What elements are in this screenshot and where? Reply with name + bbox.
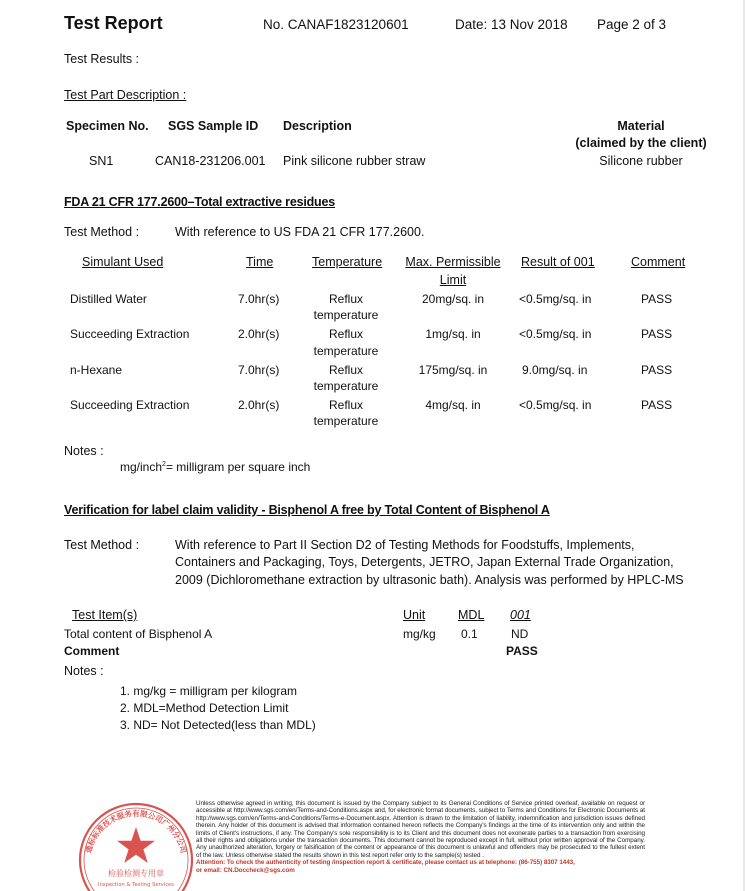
stamp-en-text: Inspection & Testing Services — [98, 882, 174, 888]
col-comment: Comment — [631, 255, 686, 269]
temperature-cell: Reflux — [328, 398, 363, 412]
fda-method-label: Test Method : — [64, 225, 140, 239]
col-sample-001: 001 — [510, 608, 531, 622]
sample-id-value: CAN18-231206.001 — [155, 154, 266, 168]
test-results-label: Test Results : — [64, 52, 140, 66]
result-cell: <0.5mg/sq. in — [519, 292, 592, 306]
bpa-note: 3. ND= Not Detected(less than MDL) — [120, 718, 316, 732]
fda-note-unit: mg/inch — [120, 460, 163, 474]
col-test-item: Test Item(s) — [72, 608, 138, 622]
comment-cell: PASS — [641, 363, 673, 377]
simulant-cell: n-Hexane — [70, 363, 123, 377]
result-cell: ND — [511, 627, 529, 641]
simulant-cell: Succeeding Extraction — [70, 398, 190, 412]
fda-method-text: With reference to US FDA 21 CFR 177.2600. — [175, 225, 425, 239]
report-date: Date: 13 Nov 2018 — [455, 17, 568, 32]
report-title: Test Report — [64, 13, 163, 33]
stamp-cn-text: 检验检测专用章 — [108, 869, 164, 878]
temperature-cell-line2: temperature — [313, 414, 379, 428]
col-simulant: Simulant Used — [82, 255, 164, 269]
unit-cell: mg/kg — [403, 627, 436, 641]
description-value: Pink silicone rubber straw — [283, 154, 426, 168]
stamp-icon — [76, 800, 196, 891]
temperature-cell-line2: temperature — [313, 344, 379, 358]
test-item-cell: Total content of Bisphenol A — [64, 627, 213, 641]
bpa-notes-label: Notes : — [64, 664, 104, 678]
temperature-cell-line2: temperature — [313, 379, 379, 393]
col-time: Time — [246, 255, 274, 269]
bpa-method-line: Containers and Packaging, Toys, Detergents, JETRO, Japan External Trade Organization, — [175, 555, 674, 569]
mdl-cell: 0.1 — [461, 627, 478, 641]
result-cell: <0.5mg/sq. in — [519, 327, 592, 341]
fda-note — [120, 460, 310, 474]
col-limit: Max. Permissible — [405, 255, 501, 269]
comment-cell: PASS — [641, 327, 673, 341]
comment-cell: PASS — [641, 398, 673, 412]
limit-cell: 20mg/sq. in — [421, 292, 485, 306]
company-stamp — [76, 800, 196, 891]
temperature-cell: Reflux — [328, 363, 363, 377]
time-cell: 7.0hr(s) — [238, 363, 280, 377]
bpa-note: 1. mg/kg = milligram per kilogram — [120, 684, 298, 698]
result-cell: 9.0mg/sq. in — [522, 363, 588, 377]
col-material: Material — [617, 119, 665, 133]
temperature-cell: Reflux — [328, 327, 363, 341]
page-number: Page 2 of 3 — [597, 17, 667, 32]
bpa-method-line: With reference to Part II Section D2 of Testing Methods for Foodstuffs, Implements, — [175, 538, 635, 552]
part-description-heading: Test Part Description : — [64, 88, 187, 102]
limit-cell: 1mg/sq. in — [425, 327, 481, 341]
material-value: Silicone rubber — [599, 154, 683, 168]
specimen-value: SN1 — [89, 154, 114, 168]
simulant-cell: Distilled Water — [70, 292, 147, 306]
col-material-note: (claimed by the client) — [575, 136, 707, 150]
disclaimer-text: Unless otherwise agreed in writing, this document is issued by the Company subject to its General Conditions of Service printed overleaf, available on request or accessible at http://www.sgs.com/en/Terms-and-Conditions.aspx and, for electronic format documents, subject to Terms and Conditions for Electronic Documents at http://www.sgs.com/en/Terms-and-Conditions/Terms-e-Document.aspx. Attention is drawn to the limitation of liability, indemnification and jurisdiction issues defined therein. Any holder of this document is advised that information contained hereon reflects the Company's findings at the time of its intervention only and within the limits of Client's instructions, if any. The Company's sole responsibility is to its Client and this document does not exonerate parties to a transaction from exercising all their rights and obligations under the transaction documents. This document cannot be reproduced except in full, without prior written approval of the Company. Any unauthorized alteration, forgery or falsification of the content or appearance of this document is unlawful and offenders may be prosecuted to the fullest extent of the law. Unless otherwise stated the results shown in this test report refer only to the sample(s) tested . — [196, 800, 645, 859]
bpa-comment-label: Comment — [64, 644, 120, 658]
col-specimen-no: Specimen No. — [66, 119, 149, 133]
report-number: No. CANAF1823120601 — [263, 17, 409, 32]
time-cell: 2.0hr(s) — [238, 398, 280, 412]
time-cell: 2.0hr(s) — [238, 327, 280, 341]
comment-cell: PASS — [641, 292, 673, 306]
col-result: Result of 001 — [521, 255, 595, 269]
fda-notes-label: Notes : — [64, 444, 104, 458]
col-description: Description — [283, 119, 352, 133]
limit-cell: 4mg/sq. in — [425, 398, 481, 412]
footer-disclaimer — [196, 800, 645, 874]
bpa-comment-value: PASS — [506, 644, 538, 658]
attention-text: Attention: To check the authenticity of testing /inspection report & certificate, please contact us at telephone: (86-755) 8307 1443, — [196, 859, 575, 867]
bpa-section-heading: Verification for label claim validity - Bisphenol A free by Total Content of Bisphenol A — [64, 503, 550, 517]
col-unit: Unit — [403, 608, 426, 622]
stamp-ring-text: 通标标准技术服务有限公司广州分公司 — [83, 808, 189, 855]
bpa-method-line: 2009 (Dichloromethane extraction by ultrasonic bath). Analysis was performed by HPLC-MS — [175, 573, 684, 587]
bpa-method-label: Test Method : — [64, 538, 140, 552]
fda-note-sup: 2 — [162, 461, 166, 468]
temperature-cell: Reflux — [328, 292, 363, 306]
col-temperature: Temperature — [312, 255, 383, 269]
bpa-note: 2. MDL=Method Detection Limit — [120, 701, 289, 715]
temperature-cell-line2: temperature — [313, 308, 379, 322]
fda-section-heading: FDA 21 CFR 177.2600–Total extractive residues — [64, 195, 335, 209]
email-text[interactable]: or email: CN.Doccheck@sgs.com — [196, 866, 295, 874]
simulant-cell: Succeeding Extraction — [70, 327, 190, 341]
col-limit-line2: Limit — [439, 273, 467, 287]
col-mdl: MDL — [458, 608, 485, 622]
fda-note-text: = milligram per square inch — [165, 460, 311, 474]
col-sgs-sample-id: SGS Sample ID — [168, 119, 259, 133]
result-cell: <0.5mg/sq. in — [519, 398, 592, 412]
limit-cell: 175mg/sq. in — [418, 363, 488, 377]
time-cell: 7.0hr(s) — [238, 292, 280, 306]
